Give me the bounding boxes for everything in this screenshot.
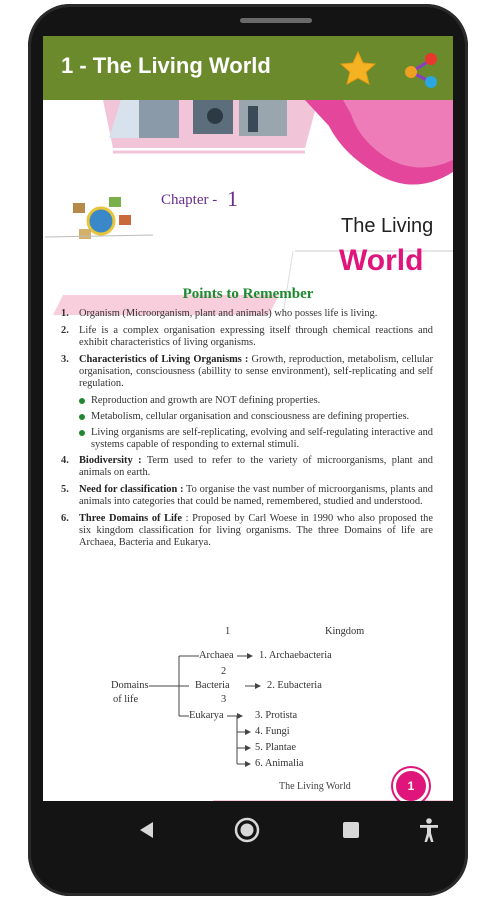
domains-diagram bbox=[103, 628, 403, 768]
back-triangle-icon[interactable] bbox=[133, 816, 161, 844]
page-footer-text: The Living World bbox=[279, 781, 351, 792]
book-page[interactable] bbox=[43, 100, 453, 801]
page-title-top: The Living bbox=[341, 215, 434, 237]
bullet-icon bbox=[79, 414, 85, 420]
page-title-bottom: World bbox=[339, 244, 424, 277]
diagram-eukarya: Eukarya bbox=[189, 710, 224, 721]
diagram-domains-label: of life bbox=[113, 694, 139, 705]
diagram-eubacteria: 2. Eubacteria bbox=[267, 680, 322, 691]
diagram-protista: 3. Protista bbox=[255, 710, 298, 721]
accessibility-icon[interactable] bbox=[415, 816, 443, 844]
app-bar bbox=[43, 36, 453, 100]
list-item: 2. Life is a complex organisation expressing itself through chemical reactions and exhibit characteristics of living organisms. bbox=[61, 325, 433, 348]
bullet-item: Metabolism, cellular organisation and consciousness are defining properties. bbox=[61, 411, 433, 423]
diagram-lines bbox=[103, 628, 403, 768]
diagram-bacteria: Bacteria bbox=[195, 680, 230, 691]
diagram-number: 1 bbox=[225, 626, 231, 637]
page-number-badge: 1 bbox=[393, 768, 429, 801]
chapter-label: Chapter - bbox=[161, 192, 218, 208]
diagram-number: 3 bbox=[221, 694, 227, 705]
list-item: 5. Need for classification : To organise the vast number of microorganisms, plants and animals into categories that could be named, remembered, studied and understood. bbox=[61, 484, 434, 507]
list-item: 6. Three Domains of Life : Proposed by Carl Woese in 1990 who also proposed the six kingdom classification for living organisms. The three Domains of life are Archaea, Bacteria and Eukarya. bbox=[61, 513, 433, 548]
diagram-fungi: 4. Fungi bbox=[255, 726, 290, 737]
diagram-domains-label: Domains bbox=[111, 680, 149, 691]
share-icon[interactable] bbox=[401, 50, 441, 90]
diagram-kingdom-label: Kingdom bbox=[325, 626, 365, 637]
bullet-icon bbox=[79, 398, 85, 404]
chapter-number: 1 bbox=[227, 186, 238, 211]
navigation-bar bbox=[43, 804, 453, 854]
points-heading: Points to Remember bbox=[182, 286, 314, 302]
recents-square-icon[interactable] bbox=[337, 816, 365, 844]
list-item: 4. Biodiversity : Term used to refer to the variety of microorganisms, plant and animals on earth. bbox=[61, 455, 433, 478]
diagram-archaea: Archaea bbox=[199, 650, 234, 661]
list-item: 1. Organism (Microorganism, plant and animals) who posses life is living. bbox=[61, 308, 378, 319]
chapter-banner-image bbox=[43, 100, 453, 186]
diagram-number: 2 bbox=[221, 666, 227, 677]
star-icon[interactable] bbox=[339, 50, 377, 88]
home-circle-icon[interactable] bbox=[233, 816, 261, 844]
bullet-item: Reproduction and growth are NOT defining properties. bbox=[61, 395, 433, 407]
diagram-plantae: 5. Plantae bbox=[255, 742, 296, 753]
diagram-animalia: 6. Animalia bbox=[255, 758, 304, 769]
diagram-archaebacteria: 1. Archaebacteria bbox=[259, 650, 332, 661]
phone-speaker bbox=[240, 18, 312, 23]
points-list bbox=[61, 308, 433, 554]
bullet-item: Living organisms are self-replicating, evolving and self-regulating interactive and systems capable of responding to external stimuli. bbox=[61, 427, 433, 451]
app-screen bbox=[43, 36, 453, 801]
list-item: 3. Characteristics of Living Organisms : Growth, reproduction, metabolism, cellular organisation, consciousness (abillity to sense environment), self-replicating and self regulation. bbox=[61, 354, 434, 389]
bullet-icon bbox=[79, 430, 85, 436]
chapter-title: 1 - The Living World bbox=[61, 53, 271, 78]
